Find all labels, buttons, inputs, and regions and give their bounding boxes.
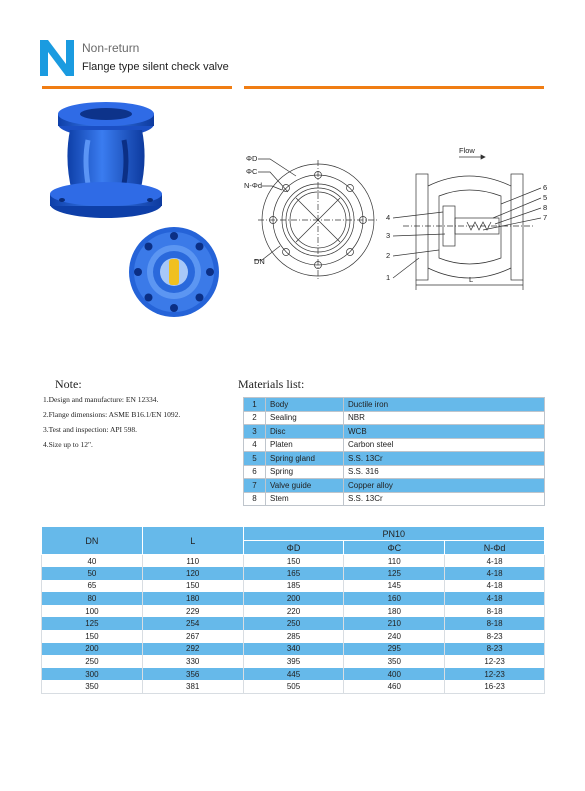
material-part: Platen (266, 438, 344, 452)
material-value: WCB (344, 425, 545, 439)
cell-phi-c: 180 (344, 605, 445, 618)
cell-l: 267 (142, 630, 243, 643)
material-no: 5 (244, 452, 266, 466)
table-row (42, 605, 545, 618)
flow-label: Flow (459, 146, 475, 155)
valve-flange-photo (128, 226, 220, 318)
material-value: Carbon steel (344, 438, 545, 452)
cell-phi-big-d: 395 (243, 655, 344, 668)
material-value: S.S. 13Cr (344, 492, 545, 506)
length-label: L (469, 275, 474, 284)
table-row (42, 630, 545, 643)
cell-l: 381 (142, 680, 243, 693)
cell-phi-c: 210 (344, 617, 445, 630)
table-row (42, 668, 545, 681)
table-row (42, 555, 545, 568)
cell-phi-big-d: 445 (243, 668, 344, 681)
callout-1: 1 (386, 273, 391, 282)
material-no: 6 (244, 465, 266, 479)
callout-2: 2 (386, 251, 391, 260)
cell-n-phi-d: 8-23 (445, 643, 545, 656)
cell-phi-c: 125 (344, 567, 445, 580)
cell-phi-c: 110 (344, 555, 445, 568)
table-row (42, 680, 545, 693)
cell-phi-big-d: 220 (243, 605, 344, 618)
material-row (244, 438, 545, 452)
material-part: Body (266, 398, 344, 412)
cell-phi-c: 350 (344, 655, 445, 668)
material-part: Stem (266, 492, 344, 506)
phi-c-header: ΦC (344, 541, 445, 555)
cell-l: 292 (142, 643, 243, 656)
page-subtitle: Flange type silent check valve (82, 61, 229, 73)
cell-n-phi-d: 4-18 (445, 555, 545, 568)
materials-table (243, 397, 545, 506)
note-item: 4.Size up to 12". (43, 440, 93, 449)
cell-dn: 200 (42, 643, 143, 656)
note-list (43, 392, 180, 452)
cell-dn: 40 (42, 555, 143, 568)
cell-phi-c: 460 (344, 680, 445, 693)
cell-phi-c: 145 (344, 580, 445, 593)
callout-3: 3 (386, 231, 391, 240)
material-row (244, 465, 545, 479)
material-value: Ductile iron (344, 398, 545, 412)
materials-title: Materials list: (238, 377, 305, 391)
material-no: 8 (244, 492, 266, 506)
material-value: S.S. 13Cr (344, 452, 545, 466)
n-phi-d-label: N-Φd (244, 181, 263, 190)
cell-dn: 250 (42, 655, 143, 668)
note-item: 2.Flange dimensions: ASME B16.1/EN 1092. (43, 410, 181, 419)
l-header: L (142, 527, 243, 555)
cell-n-phi-d: 4-18 (445, 580, 545, 593)
callout-8: 8 (543, 203, 548, 212)
material-row (244, 411, 545, 425)
note-item: 3.Test and inspection: API 598. (43, 425, 138, 434)
header-rule-left (42, 86, 232, 89)
table-row (42, 643, 545, 656)
material-value: S.S. 316 (344, 465, 545, 479)
callout-5: 5 (543, 193, 548, 202)
cell-phi-c: 160 (344, 592, 445, 605)
page-title: Non-return (82, 41, 140, 55)
cell-phi-big-d: 505 (243, 680, 344, 693)
table-row (42, 567, 545, 580)
note-title: Note: (55, 377, 82, 391)
cell-l: 229 (142, 605, 243, 618)
cell-phi-big-d: 165 (243, 567, 344, 580)
material-no: 7 (244, 479, 266, 493)
cell-dn: 80 (42, 592, 143, 605)
table-row (42, 655, 545, 668)
cell-phi-big-d: 185 (243, 580, 344, 593)
callout-4: 4 (386, 213, 391, 222)
cell-l: 330 (142, 655, 243, 668)
side-section-drawing (383, 146, 553, 292)
cell-phi-big-d: 200 (243, 592, 344, 605)
brand-logo-icon (40, 40, 74, 76)
cell-dn: 50 (42, 567, 143, 580)
cell-n-phi-d: 4-18 (445, 592, 545, 605)
material-part: Spring (266, 465, 344, 479)
material-row (244, 479, 545, 493)
dn-header: DN (42, 527, 143, 555)
phi-c-label: ΦC (246, 167, 258, 176)
material-value: Copper alloy (344, 479, 545, 493)
material-no: 2 (244, 411, 266, 425)
cell-n-phi-d: 12-23 (445, 668, 545, 681)
n-phi-d-header: N-Φd (445, 541, 545, 555)
material-row (244, 398, 545, 412)
cell-phi-big-d: 250 (243, 617, 344, 630)
callout-6: 6 (543, 183, 548, 192)
cell-l: 110 (142, 555, 243, 568)
material-no: 4 (244, 438, 266, 452)
table-row (42, 592, 545, 605)
callout-7: 7 (543, 213, 548, 222)
cell-n-phi-d: 8-18 (445, 617, 545, 630)
cell-n-phi-d: 12-23 (445, 655, 545, 668)
phi-big-d-header: ΦD (243, 541, 344, 555)
cell-l: 120 (142, 567, 243, 580)
cell-dn: 65 (42, 580, 143, 593)
dn-label: DN (254, 257, 265, 266)
front-view-drawing (240, 148, 378, 288)
table-row (42, 617, 545, 630)
cell-phi-big-d: 285 (243, 630, 344, 643)
cell-dn: 100 (42, 605, 143, 618)
dimensions-table (41, 526, 545, 694)
material-row (244, 452, 545, 466)
pn-header: PN10 (243, 527, 544, 541)
cell-phi-c: 400 (344, 668, 445, 681)
material-no: 3 (244, 425, 266, 439)
material-row (244, 425, 545, 439)
cell-n-phi-d: 8-23 (445, 630, 545, 643)
cell-l: 150 (142, 580, 243, 593)
material-part: Disc (266, 425, 344, 439)
cell-phi-big-d: 340 (243, 643, 344, 656)
cell-n-phi-d: 16-23 (445, 680, 545, 693)
cell-phi-big-d: 150 (243, 555, 344, 568)
material-row (244, 492, 545, 506)
material-part: Valve guide (266, 479, 344, 493)
cell-dn: 150 (42, 630, 143, 643)
cell-dn: 350 (42, 680, 143, 693)
table-row (42, 580, 545, 593)
cell-phi-c: 295 (344, 643, 445, 656)
material-value: NBR (344, 411, 545, 425)
material-part: Spring gland (266, 452, 344, 466)
cell-l: 180 (142, 592, 243, 605)
cell-n-phi-d: 8-18 (445, 605, 545, 618)
material-part: Sealing (266, 411, 344, 425)
note-item: 1.Design and manufacture: EN 12334. (43, 395, 159, 404)
cell-dn: 125 (42, 617, 143, 630)
cell-phi-c: 240 (344, 630, 445, 643)
header-rule-right (244, 86, 544, 89)
cell-l: 356 (142, 668, 243, 681)
cell-n-phi-d: 4-18 (445, 567, 545, 580)
cell-l: 254 (142, 617, 243, 630)
material-no: 1 (244, 398, 266, 412)
valve-side-photo (48, 100, 164, 224)
cell-dn: 300 (42, 668, 143, 681)
phi-d-outer-label: ΦD (246, 154, 258, 163)
